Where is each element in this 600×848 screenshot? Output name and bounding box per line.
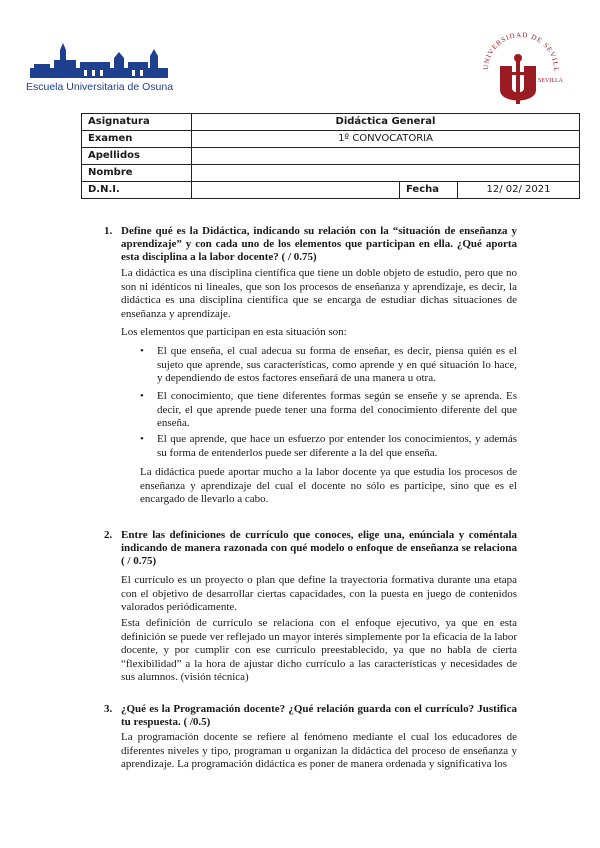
- osuna-logo-caption: Escuela Universitaria de Osuna: [26, 81, 174, 93]
- question-3-title: ¿Qué es la Programación docente? ¿Qué relación guarda con el currículo? Justifica tu respuesta. ( /0.5): [121, 703, 517, 728]
- question-1-bullet-3: El que aprende, que hace un esfuerzo por entender los conocimientos, y además su forma de entenderlos puede ser diferente a la del que enseña.: [157, 433, 517, 459]
- svg-text:SEVILLA: SEVILLA: [538, 78, 563, 84]
- question-1-answer-p1: La didáctica es una disciplina científica que tiene un doble objeto de estudio, pero que no son ni idénticos ni lineales, que son los procesos de enseñanza y aprendizaje, es decir, la didáctica es una disciplina científica que se encarga de estudiar dichas situaciones de enseñanza y aprendizaje.: [121, 267, 517, 320]
- question-1-answer-p2: Los elementos que participan en esta situación son:: [121, 326, 347, 338]
- bullet-dot: •: [140, 390, 144, 402]
- question-1-title: Define qué es la Didáctica, indicando su relación con la “situación de enseñanza y aprendizaje” y con cada uno de los elementos que participan en ella. ¿Qué aporta esta disciplina a la labor docente? ( / 0.75): [121, 225, 517, 263]
- question-2-answer-p2: Esta definición de currículo se relaciona con el enfoque ejecutivo, ya que en esta definición se puede ver reflejado un mayor interés simplemente por la eficacia de la labor docente, y por cumplir con ese currículo preestablecido, ya que no habla de cierta “flexibilidad” a la hora de ajustar dicho currículo a las características y necesidades de sus alumnos. (visión técnica): [121, 617, 517, 683]
- fecha-label: Fecha: [400, 182, 458, 199]
- bullet-dot: •: [140, 345, 144, 357]
- question-1-closing: La didáctica puede aportar mucho a la labor docente ya que estudia los procesos de enseñanza y aprendizaje del cual el docente no sólo es participe, sino que es el encargado de llevarlo a cabo.: [140, 466, 517, 505]
- dni-field[interactable]: [192, 182, 400, 199]
- question-3-number: 3.: [104, 703, 113, 715]
- question-2-number: 2.: [104, 529, 113, 541]
- apellidos-label: Apellidos: [82, 148, 192, 165]
- nombre-field[interactable]: [192, 165, 580, 182]
- universidad-sevilla-logo: [478, 30, 564, 108]
- row-examen: [82, 131, 580, 148]
- examen-label: Examen: [82, 131, 192, 148]
- row-nombre: [82, 165, 580, 182]
- row-dni: [82, 182, 580, 199]
- question-1-bullet-2: El conocimiento, que tiene diferentes formas según se enseñe y se aprenda. Es decir, el que aprende puede tener una forma del conocimiento diferente del que enseña.: [157, 390, 517, 429]
- question-1-bullet-1: El que enseña, el cual adecua su forma de enseñar, es decir, piensa quién es el sujeto que aprende, sus características, como aprende y en qué situación lo hace, y dependiendo de estos factores enseñará de una manera u otra.: [157, 345, 517, 384]
- row-asignatura: [82, 114, 580, 131]
- examen-value: 1º CONVOCATORIA: [192, 131, 580, 148]
- bullet-dot: •: [140, 433, 144, 445]
- dni-label: D.N.I.: [82, 182, 192, 199]
- exam-header-table: [81, 113, 580, 199]
- question-2-title: Entre las definiciones de currículo que conoces, elige una, enúnciala y coméntala indicando de manera razonada con qué modelo o enfoque de enseñanza se relaciona ( / 0.75): [121, 529, 517, 567]
- row-apellidos: [82, 148, 580, 165]
- question-2-answer-p1: El currículo es un proyecto o plan que define la trayectoria formativa durante una etapa con el objetivo de desarrollar ciertas capacidades, con la puesta en juego de contenidos valorados periódicamente.: [121, 574, 517, 613]
- asignatura-value: Didáctica General: [192, 114, 580, 131]
- question-3-answer-p1: La programación docente se refiere al fenómeno mediante el cual los educadores de diferentes niveles y tipo, programan u organizan la didáctica del proceso de enseñanza y aprendizaje. La programación didáctica es poner de manera ordenada y significativa los: [121, 731, 517, 770]
- apellidos-field[interactable]: [192, 148, 580, 165]
- nombre-label: Nombre: [82, 165, 192, 182]
- sevilla-arc-text: UNIVERSIDAD DE SEVILL: [481, 30, 561, 73]
- fecha-value: 12/ 02/ 2021: [458, 182, 580, 199]
- asignatura-label: Asignatura: [82, 114, 192, 131]
- question-1-number: 1.: [104, 225, 113, 237]
